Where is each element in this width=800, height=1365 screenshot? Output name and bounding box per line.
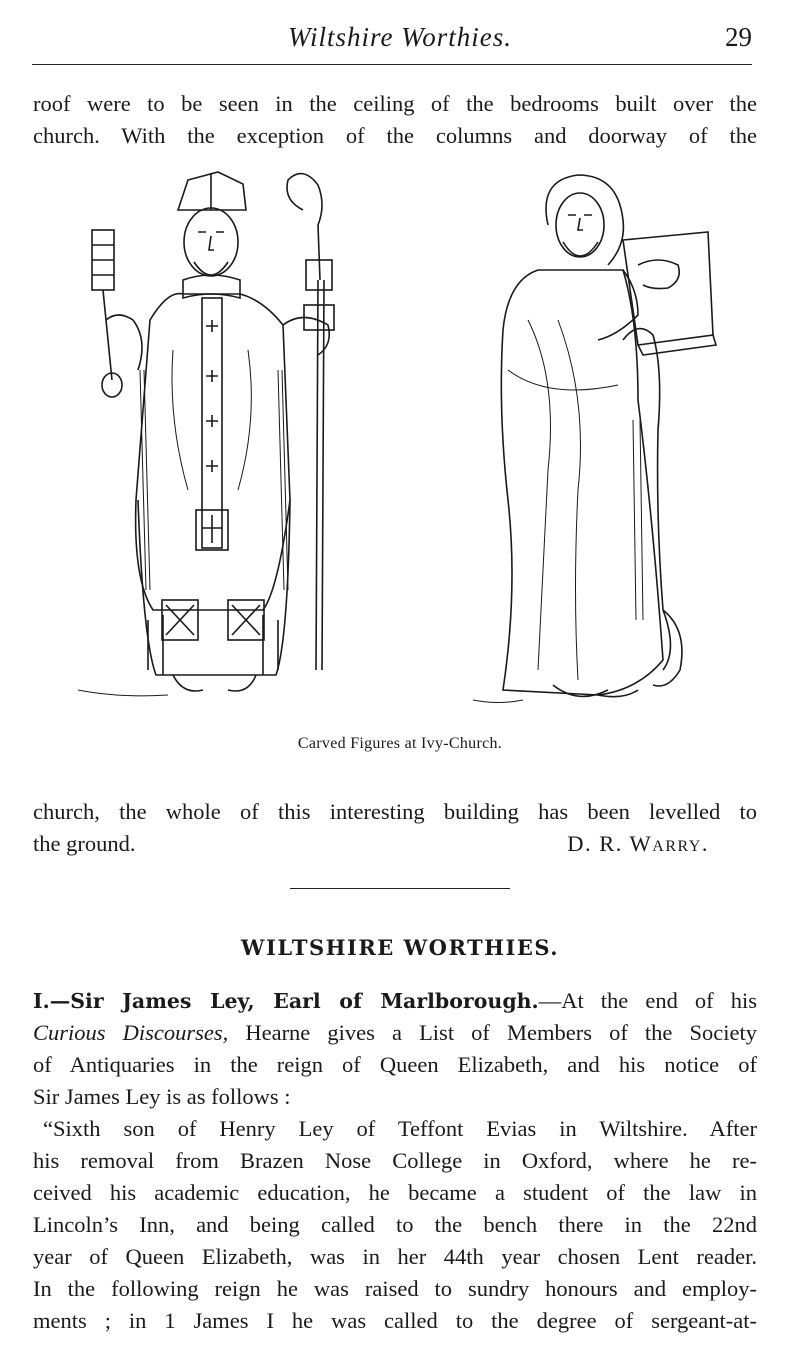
- text-line: “Sixth son of Henry Ley of Teffont Evias in Wiltshire. After: [43, 1116, 757, 1141]
- entry-title: —Sir James Ley, Earl of Marlborough.: [49, 989, 539, 1013]
- saint-with-book-figure: [473, 175, 716, 703]
- entry-paragraph: [33, 985, 757, 1113]
- text-line: of Antiquaries in the reign of Queen Elizabeth, and his notice of: [33, 1052, 757, 1077]
- entry-number: I.: [33, 989, 50, 1013]
- figure-caption: Carved Figures at Ivy-Church.: [297, 735, 503, 752]
- author-signature: D. R. Warry.: [567, 831, 709, 856]
- text-line: Sir James Ley is as follows :: [33, 1084, 291, 1109]
- text-line: [33, 985, 757, 1017]
- running-title: Wiltshire Worthies.: [287, 22, 513, 52]
- text-line: [33, 828, 757, 860]
- text-line: ceived his academic education, he became a student of the law in: [33, 1180, 757, 1205]
- text-line: In the following reign he was raised to sundry honours and employ-: [33, 1276, 757, 1301]
- text-line: roof were to be seen in the ceiling of the bedrooms built over the: [33, 91, 757, 116]
- bishop-figure: [78, 172, 334, 696]
- page-number: 29: [725, 22, 752, 52]
- text-line: church, the whole of this interesting building has been levelled to: [33, 799, 757, 824]
- paragraph-top: [33, 88, 757, 152]
- text-line: his removal from Brazen Nose College in Oxford, where he re-: [33, 1148, 757, 1173]
- carved-figures-illustration: [78, 170, 718, 715]
- text-line: year of Queen Elizabeth, was in her 44th year chosen Lent reader.: [33, 1244, 757, 1269]
- text-line: church. With the exception of the columns and doorway of the: [33, 123, 757, 148]
- text-line-start: the ground.: [33, 831, 136, 856]
- text-line: Lincoln’s Inn, and being called to the bench there in the 22nd: [33, 1212, 757, 1237]
- quote-paragraph: [33, 1113, 757, 1337]
- book-title: Curious Discourses,: [33, 1020, 229, 1045]
- entry-intro-start: —At the end of his: [538, 988, 757, 1013]
- text-line-rest: Hearne gives a List of Members of the Society: [228, 1020, 757, 1045]
- engraving-image: [78, 170, 718, 715]
- section-divider: [290, 888, 510, 889]
- section-heading: WILTSHIRE WORTHIES.: [240, 935, 560, 960]
- text-line: ments ; in 1 James I he was called to the degree of sergeant-at-: [33, 1308, 757, 1333]
- header-rule: [32, 64, 752, 65]
- text-line: [33, 1017, 757, 1049]
- paragraph-after-figure: [33, 796, 757, 860]
